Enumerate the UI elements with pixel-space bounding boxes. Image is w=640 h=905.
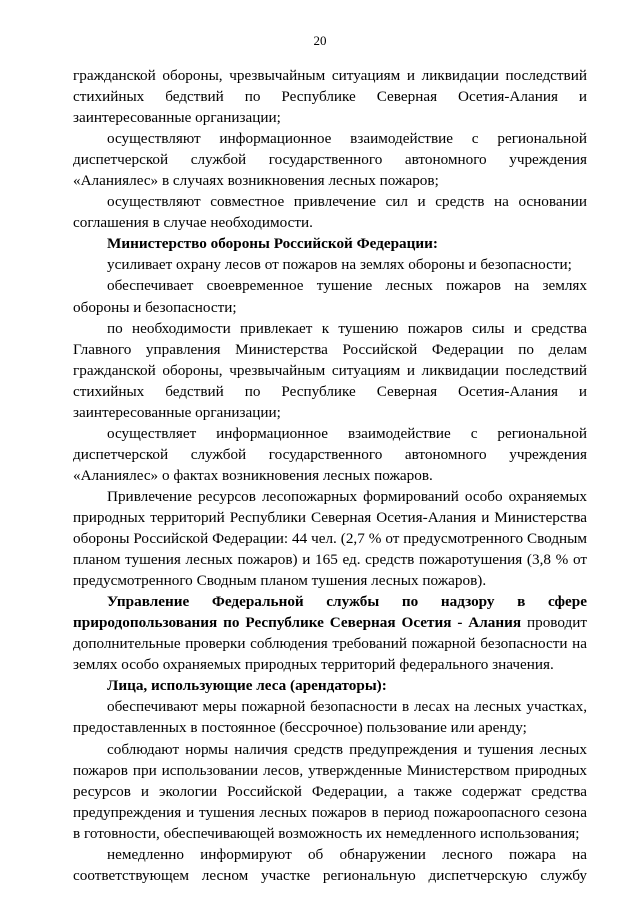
paragraph-involve-forces: по необходимости привлекает к тушению пожаров силы и средства Главного управления Министерства Российской Федерации по делам гражданской обороны, чрезвычайным ситуациям и ликвидации последствий стихийных бедствий по Республике Северная Осетия-Алания и заинтересованные организации;: [73, 319, 587, 421]
paragraph-inform-dispatch: немедленно информируют об обнаружении лесного пожара на соответствующем лесном участке региональную диспетчерскую службу: [73, 845, 587, 884]
paragraph-equipment-norms: соблюдают нормы наличия средств предупреждения и тушения лесных пожаров при использовании лесов, утвержденные Министерством природных ресурсов и экологии Российской Федерации, а также содержат средства предупреждения и тушения лесных пожаров в период пожароопасного сезона в готовности, обеспечивающей возможность их немедленного использования;: [73, 740, 587, 842]
paragraph-info-exchange-defence: осуществляет информационное взаимодействие с региональной диспетчерской службой государственного автономного учреждения «Аланиялес» о фактах возникновения лесных пожаров.: [73, 424, 587, 484]
heading-ministry-of-defence: Министерство обороны Российской Федерации:: [107, 235, 438, 253]
paragraph-joint-forces: осуществляют совместное привлечение сил и средств на основании соглашения в случае необходимости.: [73, 193, 587, 232]
paragraph-agencies-continued: гражданской обороны, чрезвычайным ситуациям и ликвидации последствий стихийных бедствий по Республике Северная Осетия-Алания и заинтересованные организации;: [73, 67, 587, 127]
paragraph-fire-extinguishing: обеспечивает своевременное тушение лесных пожаров на землях обороны и безопасности;: [73, 277, 587, 316]
rosprirodnadzor-text: проводит дополнительные проверки соблюдения требований пожарной безопасности на землях особо охраняемых природных территорий федерального значения.: [73, 614, 588, 674]
paragraph-info-exchange: осуществляют информационное взаимодействие с региональной диспетчерской службой государственного автономного учреждения «Аланиялес» в случаях возникновения лесных пожаров;: [73, 130, 587, 190]
document-body: [73, 65, 587, 886]
paragraph-forest-protection: усиливает охрану лесов от пожаров на землях обороны и безопасности;: [107, 256, 572, 274]
paragraph-fire-safety-measures: обеспечивают меры пожарной безопасности в лесах на лесных участках, предоставленных в постоянное (бессрочное) пользование или аренду;: [73, 698, 587, 737]
heading-forest-users: Лица, использующие леса (арендаторы):: [107, 677, 387, 695]
paragraph-rosprirodnadzor: [73, 591, 587, 675]
page-number: 20: [313, 33, 327, 48]
rosprirodnadzor-title: Управление Федеральной службы по надзору в сфере природопользования по Республике Северная Осетия - Алания: [73, 593, 587, 632]
paragraph-resources-statistics: Привлечение ресурсов лесопожарных формирований особо охраняемых природных территорий Республики Северная Осетия-Алания и Министерства обороны Российской Федерации: 44 чел. (2,7 % от предусмотренного Сводным планом тушения лесных пожаров) и 165 ед. средств пожаротушения (3,8 % от предусмотренного Сводным планом тушения лесных пожаров).: [73, 487, 587, 590]
